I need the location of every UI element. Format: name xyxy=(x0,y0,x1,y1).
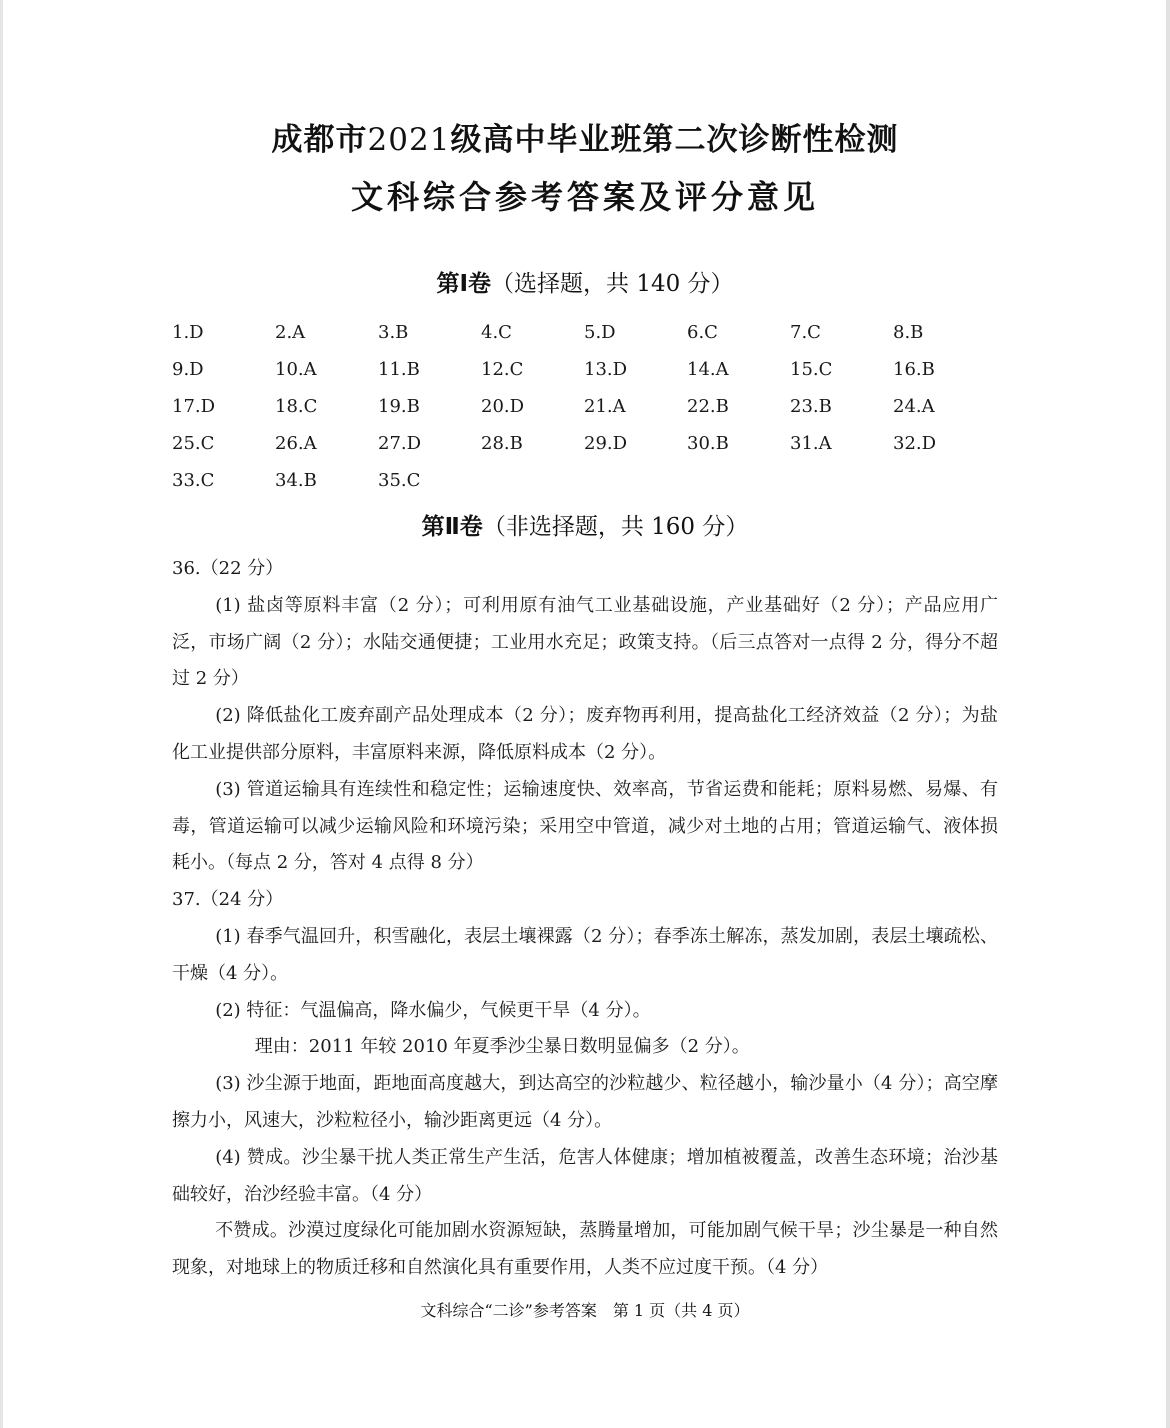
answer-item: 12.C xyxy=(481,359,524,380)
answer-item: 27.D xyxy=(378,433,422,454)
answer-item: 21.A xyxy=(584,396,626,417)
answer-item: 25.C xyxy=(172,433,215,454)
answer-item: 14.A xyxy=(687,359,729,380)
answer-item: 34.B xyxy=(275,470,317,491)
question-36-part-1: (1) 盐卤等原料丰富（2 分）；可利用原有油气工业基础设施，产业基础好（2 分）；产品应用广泛，市场广阔（2 分）；水陆交通便捷；工业用水充足；政策支持。（后三点答对一点得 2 分，得分不超过 2 分） xyxy=(172,594,998,690)
answer-body xyxy=(172,551,998,1287)
section-1-desc: （选择题，共 140 分） xyxy=(491,271,734,297)
answer-item: 23.B xyxy=(790,396,832,417)
answer-item: 11.B xyxy=(378,359,420,380)
answer-item: 20.D xyxy=(481,396,525,417)
answer-item: 33.C xyxy=(172,470,215,491)
answer-item: 17.D xyxy=(172,396,216,417)
document-title xyxy=(0,114,1170,159)
page-footer: 文科综合“二诊”参考答案 第 1 页（共 4 页） xyxy=(420,1301,750,1320)
multiple-choice-answer-grid xyxy=(172,322,1002,507)
title-prefix: 成都市 xyxy=(271,122,368,158)
answer-item: 19.B xyxy=(378,396,420,417)
answer-item: 4.C xyxy=(481,322,512,343)
question-37-part-4-disagree: 不赞成。沙漠过度绿化可能加剧水资源短缺，蒸腾量增加，可能加剧气候干旱；沙尘暴是一种自然现象，对地球上的物质迁移和自然演化具有重要作用，人类不应过度干预。（4 分） xyxy=(172,1220,998,1279)
title-year: 2021 xyxy=(367,122,451,158)
answer-item: 22.B xyxy=(687,396,729,417)
answer-item: 5.D xyxy=(584,322,616,343)
answer-item: 10.A xyxy=(275,359,317,380)
title-suffix: 级高中毕业班第二次诊断性检测 xyxy=(450,122,899,158)
document-subtitle: 文科综合参考答案及评分意见 xyxy=(350,178,819,216)
answer-item: 2.A xyxy=(275,322,306,343)
answer-item: 1.D xyxy=(172,322,204,343)
section-2-heading xyxy=(0,508,1170,541)
section-2-label: 第Ⅱ卷 xyxy=(421,514,483,540)
question-37-part-2: (2) 特征：气温偏高，降水偏少，气候更干旱（4 分）。 xyxy=(215,999,651,1021)
answer-item: 7.C xyxy=(790,322,821,343)
answer-item: 9.D xyxy=(172,359,204,380)
question-37-part-2-reason: 理由：2011 年较 2010 年夏季沙尘暴日数明显偏多（2 分）。 xyxy=(254,1036,750,1058)
question-37-part-3: (3) 沙尘源于地面，距地面高度越大，到达高空的沙粒越少、粒径越小，输沙量小（4 分）；高空摩擦力小，风速大，沙粒粒径小，输沙距离更远（4 分）。 xyxy=(172,1073,998,1131)
answer-item: 18.C xyxy=(275,396,318,417)
answer-item: 15.C xyxy=(790,359,833,380)
answer-item: 16.B xyxy=(893,359,935,380)
answer-item: 3.B xyxy=(378,322,409,343)
section-1-label: 第Ⅰ卷 xyxy=(436,271,492,297)
answer-item: 30.B xyxy=(687,433,729,454)
answer-item: 6.C xyxy=(687,322,718,343)
answer-item: 26.A xyxy=(275,433,317,454)
question-36-part-3: (3) 管道运输具有连续性和稳定性；运输速度快、效率高，节省运费和能耗；原料易燃、易爆、有毒，管道运输可以减少运输风险和环境污染；采用空中管道，减少对土地的占用；管道运输气、液体损耗小。（每点 2 分，答对 4 点得 8 分） xyxy=(172,778,998,874)
answer-item: 29.D xyxy=(584,433,628,454)
question-36-part-2: (2) 降低盐化工废弃副产品处理成本（2 分）；废弃物再利用，提高盐化工经济效益（2 分）；为盐化工业提供部分原料，丰富原料来源，降低原料成本（2 分）。 xyxy=(172,705,998,763)
question-36-heading: 36.（22 分） xyxy=(172,558,284,579)
question-37-part-4-agree: (4) 赞成。沙尘暴干扰人类正常生产生活，危害人体健康；增加植被覆盖，改善生态环境；治沙基础较好，治沙经验丰富。（4 分） xyxy=(172,1146,998,1205)
answer-item: 8.B xyxy=(893,322,924,343)
section-2-desc: （非选择题，共 160 分） xyxy=(482,514,749,540)
answer-item: 32.D xyxy=(893,433,937,454)
answer-item: 28.B xyxy=(481,433,523,454)
answer-item: 13.D xyxy=(584,359,628,380)
answer-item: 35.C xyxy=(378,470,421,491)
question-37-part-1: (1) 春季气温回升，积雪融化，表层土壤裸露（2 分）；春季冻土解冻，蒸发加剧，表层土壤疏松、干燥（4 分）。 xyxy=(172,925,998,984)
section-1-heading xyxy=(0,265,1170,298)
answer-item: 31.A xyxy=(790,433,832,454)
answer-item: 24.A xyxy=(893,396,935,417)
question-37-heading: 37.（24 分） xyxy=(172,889,284,911)
